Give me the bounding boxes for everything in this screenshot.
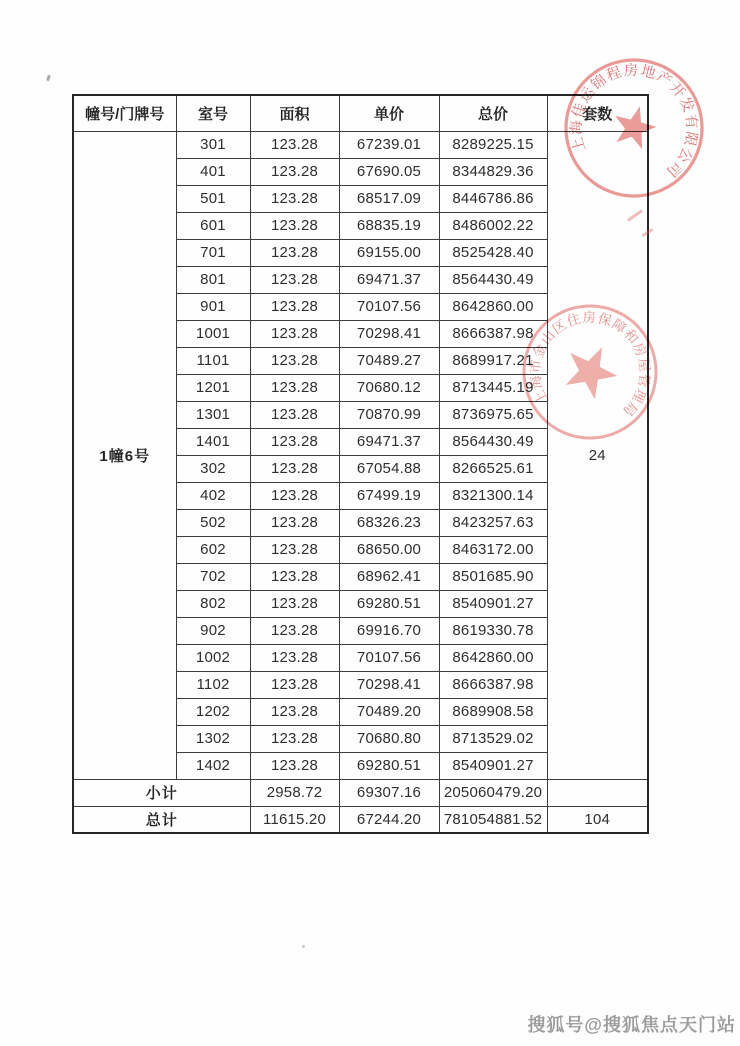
room-cell: 1101	[176, 347, 250, 374]
room-cell: 1002	[176, 644, 250, 671]
total-price-cell: 8666387.98	[439, 320, 547, 347]
unit-price-cell: 67690.05	[339, 158, 439, 185]
area-cell: 123.28	[250, 212, 339, 239]
area-cell: 123.28	[250, 293, 339, 320]
total-price-cell: 8689917.21	[439, 347, 547, 374]
unit-price-cell: 69916.70	[339, 617, 439, 644]
grand-total-row-total-price-cell: 781054881.52	[439, 806, 547, 833]
room-cell: 1402	[176, 752, 250, 779]
unit-price-cell: 70107.56	[339, 644, 439, 671]
scan-speck	[46, 75, 51, 82]
unit-price-cell: 70489.20	[339, 698, 439, 725]
header-room: 室号	[176, 95, 250, 131]
total-price-cell: 8525428.40	[439, 239, 547, 266]
area-cell: 123.28	[250, 158, 339, 185]
total-price-cell: 8642860.00	[439, 644, 547, 671]
area-cell: 123.28	[250, 644, 339, 671]
area-cell: 123.28	[250, 482, 339, 509]
building-label-cell: 1幢6号	[73, 131, 176, 779]
total-price-cell: 8486002.22	[439, 212, 547, 239]
area-cell: 123.28	[250, 698, 339, 725]
area-cell: 123.28	[250, 752, 339, 779]
total-price-cell: 8642860.00	[439, 293, 547, 320]
grand-total-row	[73, 806, 648, 833]
room-cell: 1102	[176, 671, 250, 698]
grand-total-row-unit-count-cell: 104	[547, 806, 648, 833]
unit-price-cell: 68835.19	[339, 212, 439, 239]
total-price-cell: 8713529.02	[439, 725, 547, 752]
area-cell: 123.28	[250, 347, 339, 374]
unit-price-cell: 70680.80	[339, 725, 439, 752]
area-cell: 123.28	[250, 239, 339, 266]
room-cell: 1302	[176, 725, 250, 752]
header-unit-count: 套数	[547, 95, 648, 131]
room-cell: 1401	[176, 428, 250, 455]
room-cell: 1001	[176, 320, 250, 347]
unit-price-cell: 68962.41	[339, 563, 439, 590]
total-price-cell: 8736975.65	[439, 401, 547, 428]
grand-total-row-label-cell: 总计	[73, 806, 250, 833]
area-cell: 123.28	[250, 401, 339, 428]
area-cell: 123.28	[250, 536, 339, 563]
unit-price-cell: 70489.27	[339, 347, 439, 374]
subtotal-row-area-cell: 2958.72	[250, 779, 339, 806]
area-cell: 123.28	[250, 185, 339, 212]
room-cell: 501	[176, 185, 250, 212]
room-cell: 502	[176, 509, 250, 536]
room-cell: 602	[176, 536, 250, 563]
area-cell: 123.28	[250, 563, 339, 590]
authority-seal-text: 上海市金山区住房保障和房屋管理局	[527, 310, 653, 420]
subtotal-row-unit-price-cell: 69307.16	[339, 779, 439, 806]
total-price-cell: 8666387.98	[439, 671, 547, 698]
room-cell: 302	[176, 455, 250, 482]
subtotal-row-label-cell: 小计	[73, 779, 250, 806]
area-cell: 123.28	[250, 671, 339, 698]
header-building: 幢号/门牌号	[73, 95, 176, 131]
total-price-cell: 8540901.27	[439, 752, 547, 779]
grand-total-row-area-cell: 11615.20	[250, 806, 339, 833]
total-price-cell: 8564430.49	[439, 266, 547, 293]
unit-price-cell: 69280.51	[339, 752, 439, 779]
total-price-cell: 8289225.15	[439, 131, 547, 158]
subtotal-row-unit-count-cell	[547, 779, 648, 806]
unit-price-cell: 69280.51	[339, 590, 439, 617]
unit-price-cell: 70298.41	[339, 671, 439, 698]
table-body	[73, 131, 648, 833]
unit-price-cell: 70680.12	[339, 374, 439, 401]
area-cell: 123.28	[250, 320, 339, 347]
total-price-cell: 8540901.27	[439, 590, 547, 617]
area-cell: 123.28	[250, 428, 339, 455]
unit-price-cell: 70107.56	[339, 293, 439, 320]
total-price-cell: 8321300.14	[439, 482, 547, 509]
total-price-cell: 8266525.61	[439, 455, 547, 482]
unit-price-cell: 67239.01	[339, 131, 439, 158]
room-cell: 402	[176, 482, 250, 509]
unit-price-cell: 69471.37	[339, 266, 439, 293]
unit-price-cell: 69155.00	[339, 239, 439, 266]
total-price-cell: 8564430.49	[439, 428, 547, 455]
housing-authority-seal-stamp	[517, 299, 663, 445]
area-cell: 123.28	[250, 509, 339, 536]
total-price-cell: 8344829.36	[439, 158, 547, 185]
total-price-cell: 8689908.58	[439, 698, 547, 725]
room-cell: 701	[176, 239, 250, 266]
unit-price-cell: 68650.00	[339, 536, 439, 563]
seal-star-icon	[557, 336, 626, 404]
room-cell: 901	[176, 293, 250, 320]
price-table	[72, 94, 649, 834]
room-cell: 1202	[176, 698, 250, 725]
room-cell: 902	[176, 617, 250, 644]
header-total-price: 总价	[439, 95, 547, 131]
developer-seal-stamp	[559, 53, 709, 203]
room-cell: 702	[176, 563, 250, 590]
unit-price-cell: 70298.41	[339, 320, 439, 347]
total-price-cell: 8446786.86	[439, 185, 547, 212]
developer-seal-text: 上海佳运锦程房地产开发有限公司	[568, 62, 700, 181]
unit-price-cell: 67499.19	[339, 482, 439, 509]
room-cell: 802	[176, 590, 250, 617]
area-cell: 123.28	[250, 131, 339, 158]
area-cell: 123.28	[250, 374, 339, 401]
total-price-cell: 8501685.90	[439, 563, 547, 590]
unit-price-cell: 70870.99	[339, 401, 439, 428]
header-area: 面积	[250, 95, 339, 131]
unit-price-cell: 67054.88	[339, 455, 439, 482]
header-unit-price: 单价	[339, 95, 439, 131]
unit-price-cell: 68326.23	[339, 509, 439, 536]
area-cell: 123.28	[250, 590, 339, 617]
area-cell: 123.28	[250, 617, 339, 644]
room-cell: 1301	[176, 401, 250, 428]
scan-speck	[302, 945, 305, 948]
room-cell: 1201	[176, 374, 250, 401]
area-cell: 123.28	[250, 455, 339, 482]
room-cell: 401	[176, 158, 250, 185]
total-price-cell: 8619330.78	[439, 617, 547, 644]
area-cell: 123.28	[250, 725, 339, 752]
grand-total-row-unit-price-cell: 67244.20	[339, 806, 439, 833]
subtotal-row	[73, 779, 648, 806]
total-price-cell: 8713445.19	[439, 374, 547, 401]
unit-price-cell: 69471.37	[339, 428, 439, 455]
room-cell: 601	[176, 212, 250, 239]
unit-price-cell: 68517.09	[339, 185, 439, 212]
seal-star-icon	[609, 101, 661, 151]
room-cell: 301	[176, 131, 250, 158]
unit-count-cell: 24	[547, 131, 648, 779]
area-cell: 123.28	[250, 266, 339, 293]
subtotal-row-total-price-cell: 205060479.20	[439, 779, 547, 806]
total-price-cell: 8463172.00	[439, 536, 547, 563]
total-price-cell: 8423257.63	[439, 509, 547, 536]
watermark-text: 搜狐号@搜狐焦点天门站	[527, 1015, 736, 1035]
room-cell: 801	[176, 266, 250, 293]
